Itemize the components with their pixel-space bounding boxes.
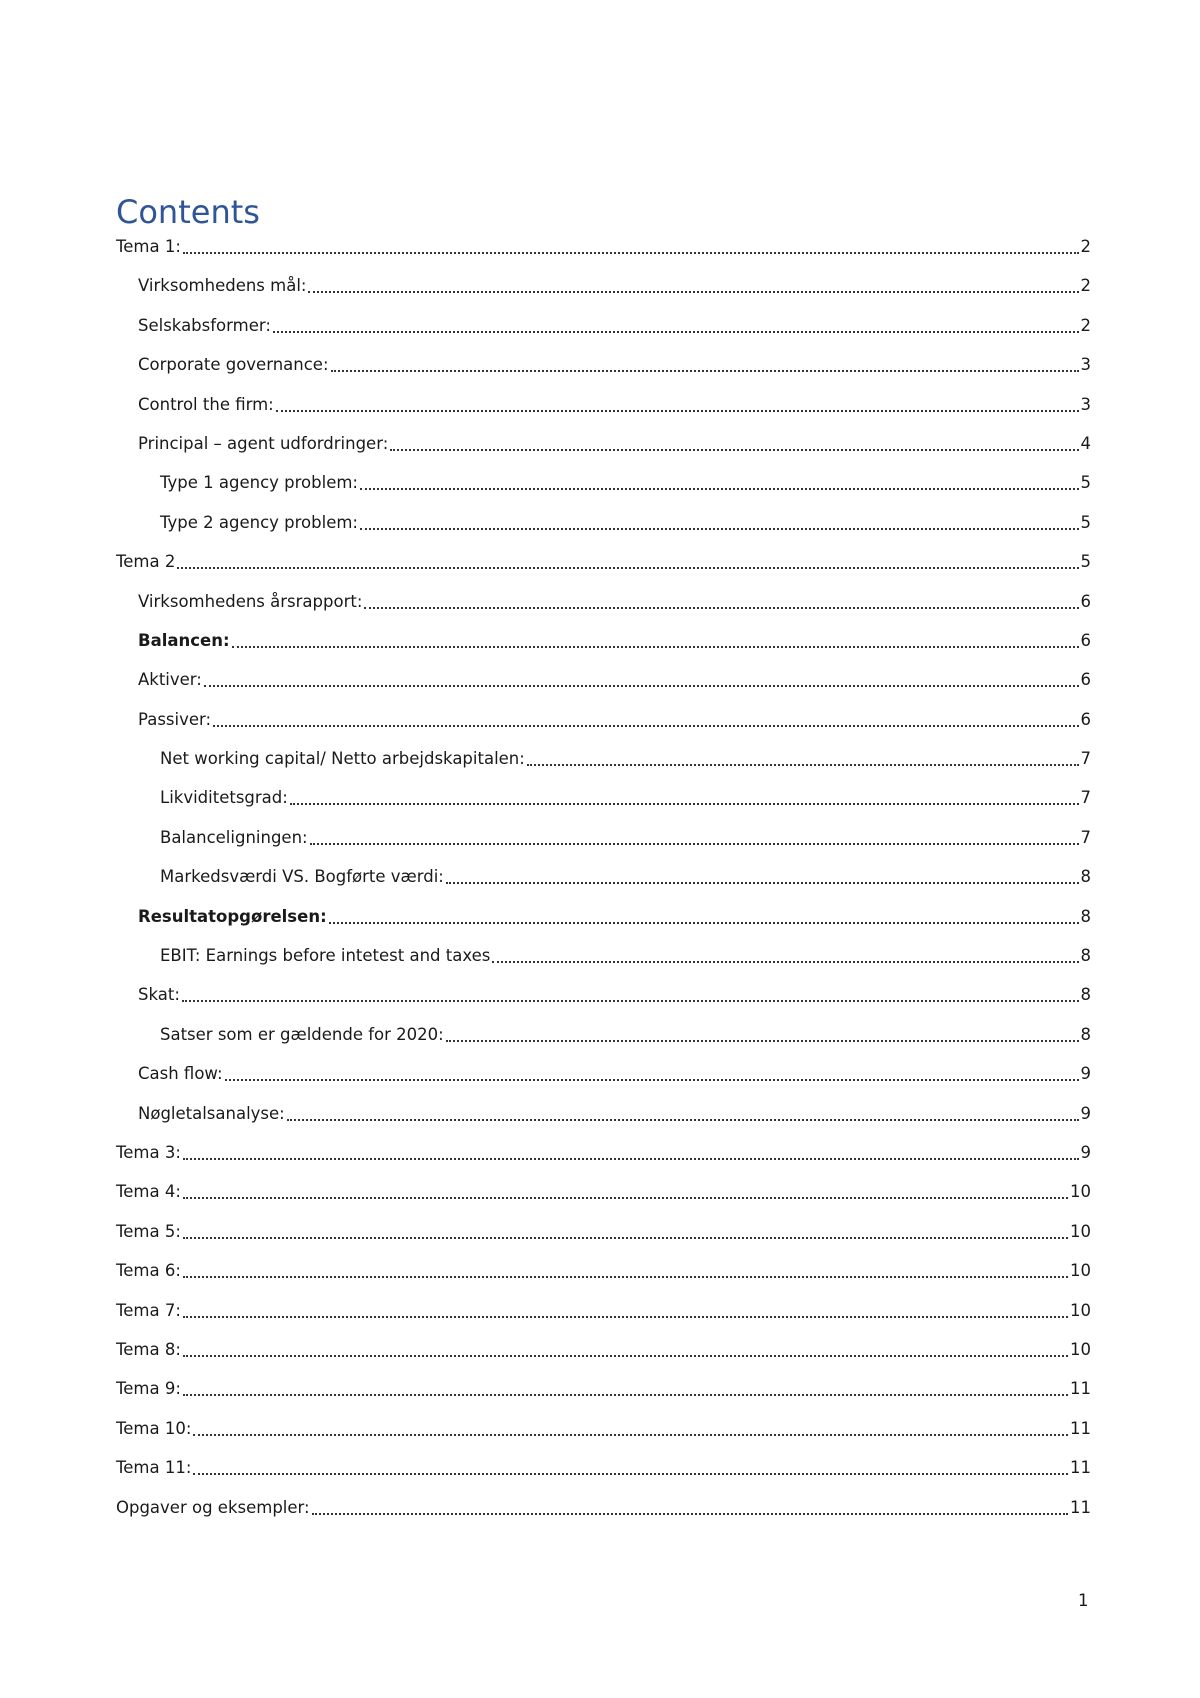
toc-entry-page: 5 [1080,473,1091,493]
toc-dot-leader [213,709,1078,731]
toc-entry-label: Principal – agent udfordringer: [138,433,389,453]
toc-dot-leader [527,748,1079,770]
toc-entry-label: Type 1 agency problem: [160,473,358,493]
toc-entry-page: 2 [1080,276,1091,296]
toc-entry-page: 6 [1080,709,1091,729]
toc-entry[interactable] [116,1181,1091,1220]
toc-dot-leader [310,827,1079,849]
toc-entry-label: Tema 10: [116,1418,192,1438]
toc-entry[interactable] [116,906,1091,945]
toc-dot-leader [193,1418,1068,1440]
toc-entry-page: 2 [1080,315,1091,335]
toc-entry-page: 9 [1080,1142,1091,1162]
toc-entry-label: Nøgletalsanalyse: [138,1103,285,1123]
toc-entry[interactable] [116,709,1091,748]
toc-entry[interactable] [116,669,1091,708]
toc-dot-leader [364,591,1078,613]
toc-dot-leader [446,866,1079,888]
toc-entry-label: Skat: [138,985,180,1005]
toc-entry[interactable] [116,551,1091,590]
toc-entry-page: 11 [1070,1418,1091,1438]
toc-entry-page: 8 [1080,867,1091,887]
page-number: 1 [1078,1591,1089,1610]
toc-entry-label: Tema 1: [116,237,181,256]
toc-dot-leader [183,1142,1079,1164]
toc-entry-label: Tema 4: [116,1182,181,1202]
toc-dot-leader [312,1497,1068,1519]
toc-entry[interactable] [116,1221,1091,1260]
toc-entry[interactable] [116,866,1091,905]
toc-entry[interactable] [116,591,1091,630]
toc-entry[interactable] [116,1457,1091,1496]
toc-dot-leader [287,1103,1079,1125]
toc-dot-leader [183,1260,1068,1282]
toc-entry[interactable] [116,1339,1091,1378]
toc-entry-label: Tema 7: [116,1300,181,1320]
toc-entry-label: Markedsværdi VS. Bogførte værdi: [160,867,444,887]
toc-entry[interactable] [116,748,1091,787]
toc-entry-label: Tema 6: [116,1261,181,1281]
toc-entry-page: 7 [1080,749,1091,769]
toc-entry-page: 3 [1080,355,1091,375]
toc-entry-label: Tema 3: [116,1142,181,1162]
toc-entry[interactable] [116,512,1091,551]
table-of-contents [116,236,1091,1536]
toc-entry-page: 4 [1080,433,1091,453]
toc-dot-leader [183,1339,1068,1361]
toc-entry-label: Satser som er gældende for 2020: [160,1024,444,1044]
toc-dot-leader [177,551,1078,573]
toc-entry-label: Opgaver og eksempler: [116,1497,310,1517]
toc-entry[interactable] [116,1063,1091,1102]
toc-entry[interactable] [116,827,1091,866]
toc-entry-label: Tema 8: [116,1339,181,1359]
toc-entry-page: 7 [1080,788,1091,808]
toc-entry-page: 8 [1080,946,1091,966]
toc-entry-page: 8 [1080,985,1091,1005]
toc-entry-page: 5 [1080,552,1091,572]
toc-entry-page: 5 [1080,512,1091,532]
toc-entry[interactable] [116,1378,1091,1417]
toc-entry[interactable] [116,1497,1091,1536]
toc-dot-leader [183,1181,1068,1203]
toc-entry-label: Likviditetsgrad: [160,788,288,808]
toc-entry[interactable] [116,315,1091,354]
toc-entry[interactable] [116,1300,1091,1339]
toc-dot-leader [225,1063,1079,1085]
toc-entry-label: Balanceligningen: [160,827,308,847]
toc-entry-page: 11 [1070,1379,1091,1399]
toc-dot-leader [308,275,1078,297]
toc-entry-label: EBIT: Earnings before intetest and taxes [160,946,491,966]
toc-entry-label: Type 2 agency problem: [160,512,358,532]
toc-dot-leader [276,394,1079,416]
toc-entry-page: 10 [1070,1339,1091,1359]
toc-entry-page: 6 [1080,630,1091,650]
toc-entry-page: 8 [1080,906,1091,926]
toc-entry-page: 9 [1080,1064,1091,1084]
toc-dot-leader [360,472,1079,494]
toc-entry-page: 9 [1080,1103,1091,1123]
toc-entry-label: Corporate governance: [138,355,329,375]
toc-entry-label: Tema 5: [116,1221,181,1241]
toc-entry[interactable] [116,354,1091,393]
toc-entry[interactable] [116,1418,1091,1457]
toc-dot-leader [232,630,1079,652]
toc-dot-leader [492,945,1078,967]
toc-entry-label: Aktiver: [138,670,202,690]
toc-dot-leader [329,906,1079,928]
toc-entry-label: Passiver: [138,709,212,729]
toc-entry[interactable] [116,275,1091,314]
toc-title: Contents [116,193,260,231]
toc-dot-leader [290,787,1079,809]
toc-entry-page: 11 [1070,1458,1091,1478]
toc-entry-page: 3 [1080,394,1091,414]
toc-entry-page: 6 [1080,670,1091,690]
toc-entry-label: Cash flow: [138,1064,223,1084]
toc-entry[interactable] [116,394,1091,433]
toc-dot-leader [182,984,1079,1006]
toc-dot-leader [390,433,1078,455]
toc-dot-leader [331,354,1079,376]
toc-entry-label: Balancen: [138,630,230,650]
toc-entry[interactable] [116,433,1091,472]
toc-entry-label: Selskabsformer: [138,315,271,335]
toc-entry-label: Tema 9: [116,1379,181,1399]
toc-entry[interactable] [116,787,1091,826]
toc-dot-leader [183,1300,1068,1322]
toc-entry[interactable] [116,472,1091,511]
toc-entry-label: Tema 2 [116,552,176,572]
toc-entry-page: 6 [1080,591,1091,611]
toc-dot-leader [193,1457,1068,1479]
toc-entry[interactable] [116,945,1091,984]
toc-entry-label: Virksomhedens årsrapport: [138,591,363,611]
toc-dot-leader [360,512,1079,534]
toc-dot-leader [183,1378,1068,1400]
toc-entry-label: Virksomhedens mål: [138,276,307,296]
toc-entry-label: Tema 11: [116,1458,192,1478]
toc-dot-leader [273,315,1079,337]
toc-entry[interactable] [116,1103,1091,1142]
toc-dot-leader [446,1024,1079,1046]
toc-entry-page: 10 [1070,1300,1091,1320]
toc-entry[interactable] [116,630,1091,669]
toc-entry[interactable] [116,1260,1091,1299]
toc-entry-page: 10 [1070,1221,1091,1241]
toc-entry-label: Resultatopgørelsen: [138,906,327,926]
toc-entry-page: 11 [1070,1497,1091,1517]
toc-entry-page: 2 [1080,237,1091,256]
toc-dot-leader [204,669,1079,691]
toc-entry-page: 10 [1070,1182,1091,1202]
toc-entry[interactable] [116,236,1091,275]
toc-dot-leader [183,236,1079,258]
toc-entry[interactable] [116,984,1091,1023]
toc-entry-page: 10 [1070,1261,1091,1281]
toc-entry-label: Control the firm: [138,394,274,414]
toc-entry[interactable] [116,1142,1091,1181]
toc-entry-page: 7 [1080,827,1091,847]
toc-entry-page: 8 [1080,1024,1091,1044]
toc-entry-label: Net working capital/ Netto arbejdskapitalen: [160,749,525,769]
toc-dot-leader [183,1221,1068,1243]
toc-entry[interactable] [116,1024,1091,1063]
